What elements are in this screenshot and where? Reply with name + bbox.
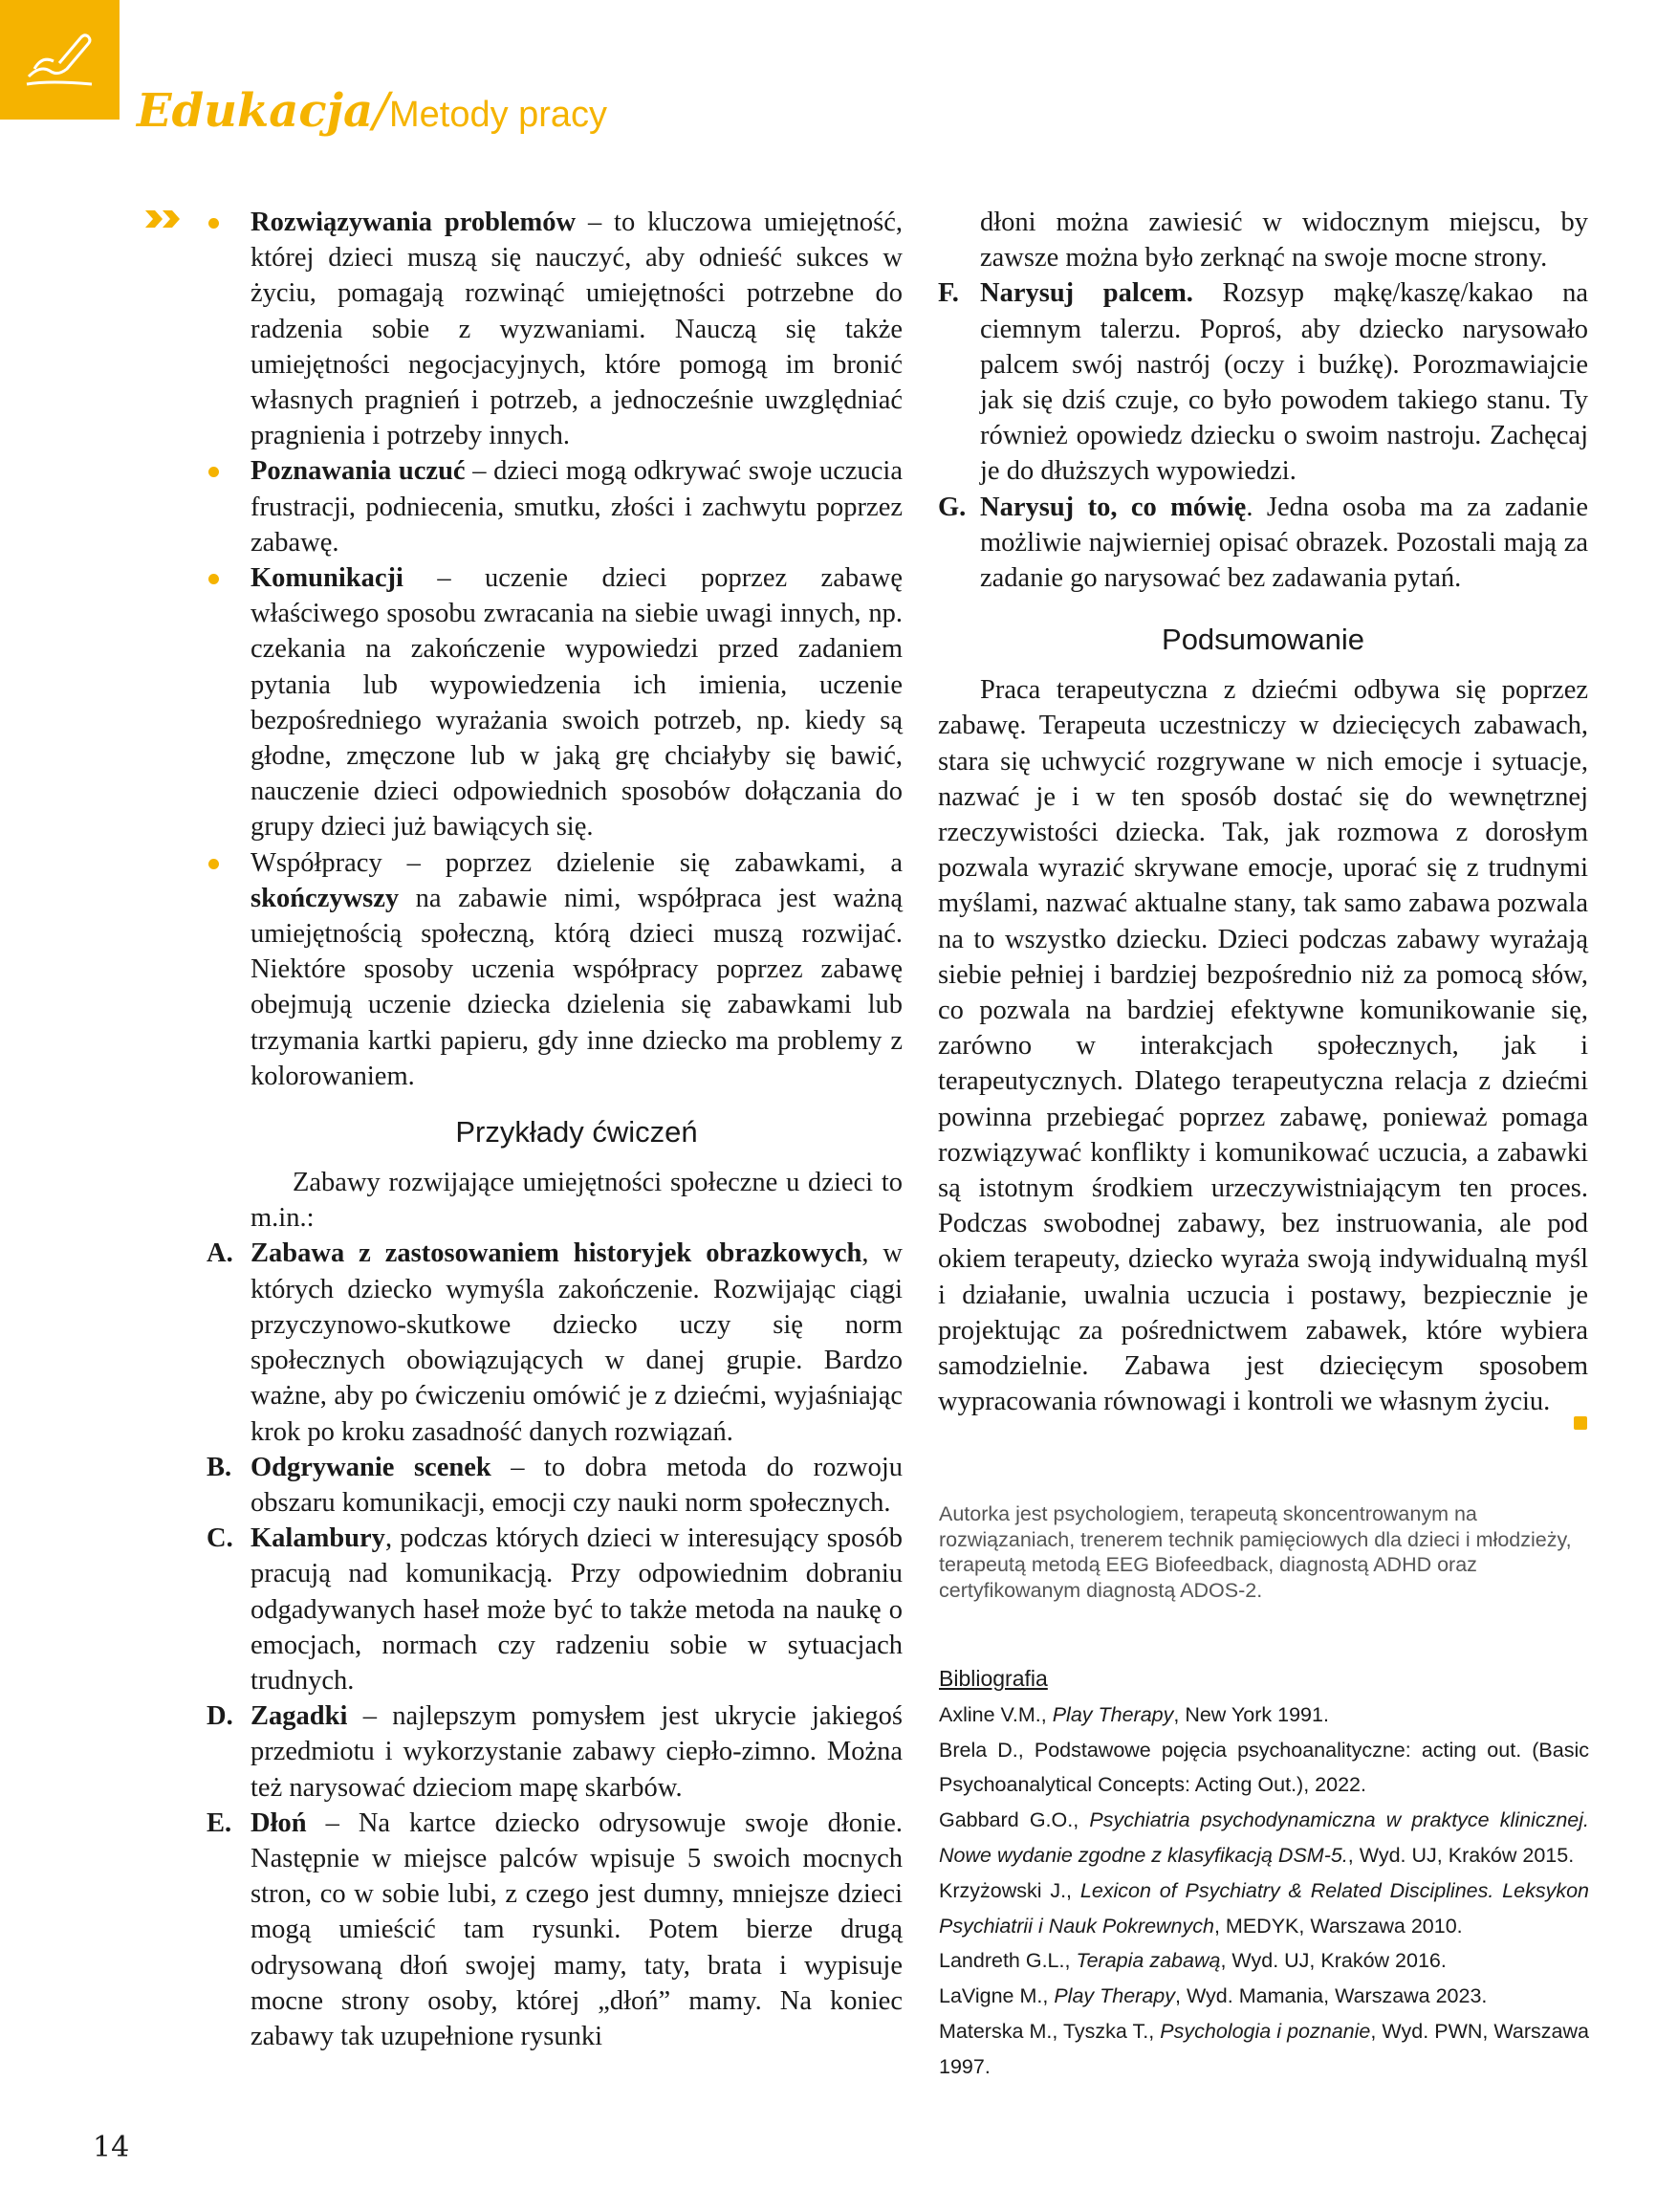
end-square-icon	[1574, 1416, 1587, 1430]
bibliography-entry: Brela D., Podstawowe pojęcia psychoanalityczne: acting out. (Basic Psychoanalytical Concepts: Acting Out.), 2022.	[939, 1738, 1589, 1797]
exercise-item: C. Kalambury, podczas których dzieci w interesujący sposób pracują nad komunikacją. Przy odpowiednim dobraniu odgadywanych haseł może być to także metoda na naukę o emocjach, normach czy radzeniu sobie w sytuacjach trudnych.	[207, 1523, 903, 1696]
right-column	[938, 205, 1588, 1420]
dot-bullet-icon	[208, 574, 219, 584]
section-title: Przykłady ćwiczeń	[455, 1115, 698, 1150]
exercise-item: F. Narysuj palcem. Rozsyp mąkę/kaszę/kakao na ciemnym talerzu. Poproś, aby dziecko narysowało palcem swój nastrój (oczy i buźkę). Porozmawiajcie jak się dziś czuje, co było powodem takiego stanu. Ty również opowiedz dziecku o swoim nastroju. Zachęcaj je do dłuższych wypowiedzi.	[938, 278, 1588, 487]
dot-bullet-icon	[208, 467, 219, 477]
section-logo	[0, 0, 120, 120]
header-subsection: Metody pracy	[388, 95, 608, 135]
bibliography-entry: LaVigne M., Play Therapy, Wyd. Mamania, Warszawa 2023.	[939, 1984, 1488, 2008]
bullet-item: Rozwiązywania problemów – to kluczowa umiejętność, której dzieci muszą się nauczyć, aby odnieść sukces w życiu, pomagają rozwinąć umiejętności potrzebne do radzenia sobie z wyzwaniami. Nauczą się także umiejętności negocjacyjnych, które pomogą im bronić własnych pragnień i potrzeb, a jednocześnie uwzględniać pragnienia i potrzeby innych.	[207, 205, 903, 453]
bibliography-entry: Materska M., Tyszka T., Psychologia i poznanie, Wyd. PWN, Warszawa 1997.	[939, 2019, 1589, 2078]
intro-paragraph: Zabawy rozwijające umiejętności społeczne u dzieci to m.in.:	[251, 1168, 903, 1234]
header-section: Edukacja	[137, 84, 374, 138]
dot-bullet-icon	[208, 859, 219, 869]
bullet-item: Współpracy – poprzez dzielenie się zabawkami, a skończywszy na zabawie nimi, współpraca jest ważną umiejętnością społeczną, którą dzieci muszą rozwijać. Niektóre sposoby uczenia współpracy poprzez zabawę obejmują uczenie dziecka dzielenia się zabawkami lub trzymania kartki papieru, gdy inne dziecko ma problemy z kolorowaniem.	[207, 845, 903, 1094]
section-title: Podsumowanie	[1162, 623, 1364, 657]
bibliography	[939, 1661, 1589, 2085]
writing-hand-icon	[21, 27, 98, 94]
summary-paragraph: Praca terapeutyczna z dziećmi odbywa się poprzez zabawę. Terapeuta uczestniczy w dziecięcych zabawach, stara się uchwycić rozgrywane w nich emocje i sytuacje, nazwać je i w ten sposób dostać się do wewnętrznej rzeczywistości dziecka. Tak, jak rozmowa z dorosłym pozwala wyrazić skrywane emocje, uporać się z trudnymi myślami, nazwać aktualne stany, tak samo zabawa pozwala na to wszystko dziecku. Dzieci podczas zabawy wyrażają siebie pełniej i bardziej bezpośrednio niż za pomocą słów, co pozwala na bardziej efektywne komunikowanie się, zarówno w interakcjach społecznych, jak i terapeutycznych. Dlatego terapeutyczna relacja z dziećmi powinna przebiegać poprzez zabawę, ponieważ pomaga rozwiązywać konflikty i komunikować uczucia, a zabawki są istotnym środkiem urzeczywistniającym ten proces. Podczas swobodnej zabawy, bez instruowania, ale pod okiem terapeuty, dziecko wyraża swoją indywidualną myśl i działanie, uwalnia uczucia i postawy, bezpiecznie je projektując za pośrednictwem zabawek, które wybiera samodzielnie. Zabawa jest dziecięcym sposobem wypracowania równowagi i kontroli we własnym życiu.	[938, 675, 1588, 1417]
exercise-item: E. Dłoń – Na kartce dziecko odrysowuje swoje dłonie. Następnie w miejsce palców wpisuje 5 swoich mocnych stron, co w sobie lubi, z czego jest dumny, mniejsze dzieci mogą umieścić tam rysunki. Potem bierze drugą odrysowaną dłoń swojej mamy, taty, brata i wypisuje mocne strony osoby, której „dłoń” mamy. Na koniec zabawy tak uzupełnione rysunki	[207, 1807, 903, 2051]
left-column	[207, 205, 903, 2054]
bibliography-entry: Axline V.M., Play Therapy, New York 1991.	[939, 1702, 1329, 1726]
exercise-item: D. Zagadki – najlepszym pomysłem jest ukrycie jakiegoś przedmiotu i wykorzystanie zabawy ciepło-zimno. Można też narysować dzieciom mapę skarbów.	[207, 1701, 903, 1803]
bibliography-title: Bibliografia	[939, 1666, 1048, 1691]
bullet-item: Komunikacji – uczenie dzieci poprzez zabawę właściwego sposobu zwracania na siebie uwagi innych, np. czekania na zakończenie wypowiedzi przed zadaniem pytania lub wypowiedzenia ich imienia, uczenie bezpośredniego wyrażania swoich potrzeb, np. kiedy są głodne, zmęczone lub w jaką grę chciałyby się bawić, nauczenie dzieci odpowiednich sposobów dołączania do grupy dzieci już bawiących się.	[207, 560, 903, 845]
page-number: 14	[93, 2131, 130, 2164]
continuation-text: dłoni można zawiesić w widocznym miejscu, by zawsze można było zerknąć na swoje mocne strony.	[980, 208, 1588, 274]
header-slash: /	[373, 82, 389, 138]
dot-bullet-icon	[208, 218, 219, 229]
bibliography-entry: Landreth G.L., Terapia zabawą, Wyd. UJ, Kraków 2016.	[939, 1949, 1447, 1973]
bibliography-entry: Krzyżowski J., Lexicon of Psychiatry & Related Disciplines. Leksykon Psychiatrii i Nauk Pokrewnych, MEDYK, Warszawa 2010.	[939, 1878, 1590, 1938]
author-note: Autorka jest psychologiem, terapeutą skoncentrowanym na rozwiązaniach, trenerem technik pamięciowych dla dzieci i młodzieży, terapeutą metodą EEG Biofeedback, diagnostą ADHD oraz certyfikowanym diagnostą ADOS-2.	[939, 1502, 1572, 1602]
double-arrow-icon	[143, 208, 185, 234]
exercise-item: A. Zabawa z zastosowaniem historyjek obrazkowych, w których dziecko wymyśla zakończenie. Rozwijając ciągi przyczynowo-skutkowe dziecko uczy się norm społecznych obowiązujących w danej grupie. Bardzo ważne, aby po ćwiczeniu omówić je z dziećmi, wyjaśniając krok po kroku zasadność danych rozwiązań.	[207, 1238, 903, 1447]
exercise-item: G. Narysuj to, co mówię. Jedna osoba ma za zadanie możliwie najwierniej opisać obrazek. Pozostali mają za zadanie go narysować bez zadawania pytań.	[938, 492, 1589, 594]
bibliography-entry: Gabbard G.O., Psychiatria psychodynamiczna w praktyce klinicznej. Nowe wydanie zgodne z klasyfikacją DSM-5., Wyd. UJ, Kraków 2015.	[939, 1808, 1590, 1867]
page-header	[137, 82, 607, 138]
bullet-item: Poznawania uczuć – dzieci mogą odkrywać swoje uczucia frustracji, podniecenia, smutku, złości i zachwytu poprzez zabawę.	[207, 453, 903, 560]
exercise-item: B. Odgrywanie scenek – to dobra metoda do rozwoju obszaru komunikacji, emocji czy nauki norm społecznych.	[207, 1452, 903, 1518]
